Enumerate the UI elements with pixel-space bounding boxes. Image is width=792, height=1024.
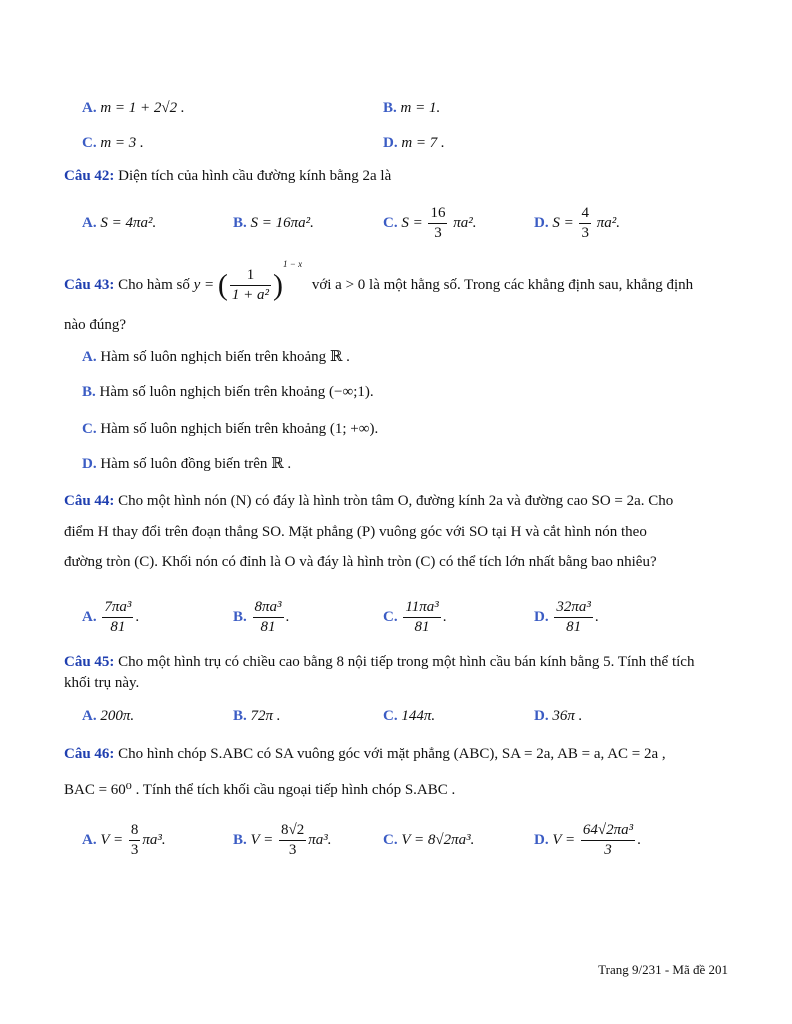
option-label: C. [383,708,398,724]
formula-prefix: y = [193,277,215,293]
option-suffix: . [285,609,290,625]
fraction [279,823,306,858]
option-prefix: V = [250,832,274,848]
fraction [579,206,591,241]
q42-option-a [82,213,156,233]
option-text: Hàm số luôn nghịch biến trên khoảng ℝ . [100,349,350,365]
option-label: D. [534,832,549,848]
question-42 [64,166,391,186]
numerator: 16 [428,206,447,224]
option-suffix: . [442,609,447,625]
option-label: A. [82,708,97,724]
q42-option-d [534,204,620,242]
q44-option-d [534,597,599,637]
q43-option-c [82,419,378,439]
q45-option-b [233,706,281,726]
option-text: S = 4πa². [100,215,157,231]
numerator: 1 [230,268,271,286]
option-prefix: S = [401,215,423,231]
numerator: 32πa³ [554,600,593,618]
question-43 [64,259,694,308]
q42-option-b [233,213,314,233]
q46-option-c [383,830,474,850]
option-text: Hàm số luôn nghịch biến trên khoảng (−∞;1). [99,384,374,400]
option-b-prev [383,98,440,118]
option-suffix: πa³. [142,832,166,848]
option-label: A. [82,349,97,365]
q43-option-d [82,454,291,474]
question-43-line2: nào đúng? [64,317,127,333]
q46-option-d [534,820,641,860]
option-label: B. [383,100,397,116]
option-text: m = 1. [400,100,441,116]
denominator: 3 [288,842,297,859]
option-suffix: . [135,609,140,625]
q44-option-c [383,597,447,637]
question-label: Câu 42: [64,168,115,184]
denominator: 81 [260,619,276,636]
option-text: m = 3 . [100,135,144,151]
option-label: D. [534,708,549,724]
q43-option-a [82,347,350,367]
q44-option-a [82,597,139,637]
option-text: m = 7 . [401,135,445,151]
option-suffix: πa². [453,215,477,231]
q46-option-b [233,820,332,860]
fraction [428,206,447,241]
option-suffix: πa³. [308,832,332,848]
question-text: Diện tích của hình cầu đường kính bằng 2a là [118,168,392,184]
option-suffix: . [594,609,599,625]
option-label: A. [82,215,97,231]
exponent: 1 − x [283,259,303,269]
option-label: A. [82,832,97,848]
option-label: C. [82,421,97,437]
q46-option-a [82,820,166,860]
option-text: 72π . [250,708,281,724]
question-text: Cho hàm số [118,277,190,293]
question-label: Câu 44: [64,493,115,509]
option-suffix: . [637,832,641,848]
option-d-prev [383,133,445,153]
option-text: 144π. [401,708,436,724]
option-prefix: V = [552,832,576,848]
option-text: Hàm số luôn đồng biến trên ℝ . [100,456,292,472]
question-44 [64,491,673,511]
option-label: A. [82,609,97,625]
denominator: 3 [604,842,612,859]
option-label: C. [383,832,398,848]
paren-close: ) [273,268,283,302]
question-label: Câu 43: [64,277,115,293]
denominator: 81 [110,619,126,636]
denominator: 81 [414,619,430,636]
q45-option-c [383,706,435,726]
denominator: 3 [581,225,589,242]
option-label: A. [82,100,97,116]
option-a-prev [82,98,185,118]
option-c-prev [82,133,144,153]
option-prefix: S = [552,215,574,231]
numerator: 7πa³ [102,600,133,618]
option-text: 200π. [100,708,135,724]
question-44-line3: đường tròn (C). Khối nón có đỉnh là O và đáy là hình tròn (C) có thể tích lớn nhất bằng bao nhiêu? [64,554,657,570]
denominator: 1 + a² [231,287,269,304]
option-label: B. [82,384,96,400]
question-45 [64,652,694,672]
question-text: Cho hình chóp S.ABC có SA vuông góc với mặt phẳng (ABC), SA = 2a, AB = a, AC = 2a , [118,746,666,762]
q43-option-b [82,382,374,402]
question-text: Cho một hình trụ có chiều cao bằng 8 nội tiếp trong một hình cầu bán kính bằng 5. Tính thể tích [118,654,695,670]
option-text: Hàm số luôn nghịch biến trên khoảng (1; +∞). [100,421,379,437]
question-text-cont: với a > 0 là một hằng số. Trong các khẳng định sau, khẳng định [311,277,694,293]
q45-option-d [534,706,582,726]
fraction [102,600,133,635]
option-label: C. [82,135,97,151]
option-prefix: V = [100,832,124,848]
fraction [581,823,635,858]
question-46-line2: BAC = 60⁰ . Tính thể tích khối cầu ngoại tiếp hình chóp S.ABC . [64,782,456,798]
fraction [129,823,141,858]
option-suffix: πa². [596,215,620,231]
option-label: D. [534,215,549,231]
question-46 [64,744,666,764]
option-text: V = 8√2πa³. [401,832,475,848]
option-text: 36π . [552,708,583,724]
numerator: 11πa³ [403,600,440,618]
numerator: 4 [579,206,591,224]
option-text: m = 1 + 2√2 . [100,100,185,116]
q45-option-a [82,706,134,726]
option-label: B. [233,609,247,625]
fraction [554,600,593,635]
option-label: B. [233,832,247,848]
numerator: 8πa³ [253,600,284,618]
option-label: D. [82,456,97,472]
q44-option-b [233,597,289,637]
denominator: 3 [434,225,442,242]
question-text: Cho một hình nón (N) có đáy là hình tròn tâm O, đường kính 2a và đường cao SO = 2a. Cho [118,493,674,509]
page-footer: Trang 9/231 - Mã đề 201 [598,962,728,977]
denominator: 3 [130,842,139,859]
numerator: 8√2 [279,823,306,841]
option-label: D. [383,135,398,151]
question-45-line2: khối trụ này. [64,675,140,691]
option-label: C. [383,609,398,625]
option-label: C. [383,215,398,231]
q42-option-c [383,204,476,242]
fraction [253,600,284,635]
option-label: B. [233,215,247,231]
question-label: Câu 46: [64,746,115,762]
option-label: B. [233,708,247,724]
numerator: 8 [129,823,141,841]
paren-open: ( [217,268,228,302]
numerator: 64√2πa³ [581,823,635,841]
option-text: S = 16πa². [250,215,314,231]
option-label: D. [534,609,549,625]
fraction [403,600,440,635]
question-44-line2: điểm H thay đổi trên đoạn thẳng SO. Mặt phẳng (P) vuông góc với SO tại H và cắt hình nón theo [64,524,647,540]
question-label: Câu 45: [64,654,115,670]
fraction [230,268,271,303]
denominator: 81 [566,619,582,636]
